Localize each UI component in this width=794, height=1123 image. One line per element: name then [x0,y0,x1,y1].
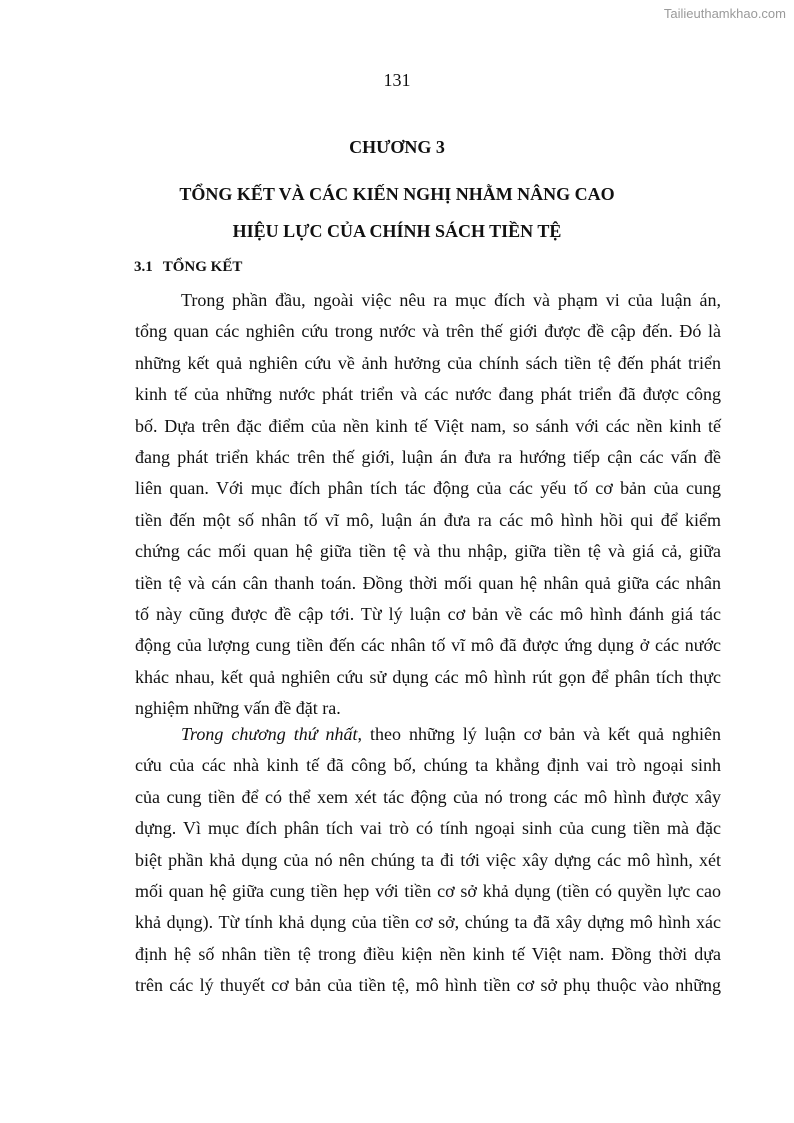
text-line: kinh tế của những nước phát triển và các nước đang phát triển đã được công [135,384,721,405]
text-line: khác nhau, kết quả nghiên cứu sử dụng các mô hình rút gọn để phân tích thực [135,666,721,687]
text-line: Trong phần đầu, ngoài việc nêu ra mục đích và phạm vi của luận án, [181,290,721,310]
text-line: cứu của các nhà kinh tế đã công bố, chúng ta khẳng định vai trò ngoại sinh [135,755,721,776]
text-line: biệt phần khả dụng của nó nên chúng ta đi tới việc xây dựng các mô hình, xét [135,849,721,870]
text-line [135,719,721,750]
text-line: tố này cũng được đề cập tới. Từ lý luận cơ bản về các mô hình đánh giá tác [135,603,721,624]
section-number: 3.1 [134,259,153,275]
text-line: tiền tệ và cán cân thanh toán. Đồng thời mối quan hệ nhân quả giữa các nhân [135,572,721,593]
text-line: dựng. Vì mục đích phân tích vai trò có tính ngoại sinh của cung tiền mà đặc [135,818,721,839]
text-line: bố. Dựa trên đặc điểm của nền kinh tế Việt nam, so sánh với các nền kinh tế [135,415,721,436]
paragraph-1 [135,285,721,724]
page-number: 131 [383,70,411,90]
text-line-rest: , theo những lý luận cơ bản và kết quả nghiên [357,724,721,744]
text-line: khả dụng). Từ tính khả dụng của tiền cơ sở, chúng ta đã xây dựng mô hình xác [135,912,721,933]
text-line: mối quan hệ giữa cung tiền hẹp với tiền cơ sở khả dụng (tiền có quyền lực cao [135,880,721,901]
text-line: của cung tiền để có thể xem xét tác động của nó trong các mô hình được xây [135,786,721,807]
chapter-title-line-1: TỔNG KẾT VÀ CÁC KIẾN NGHỊ NHẰM NÂNG CAO [179,184,615,204]
chapter-title-line-2: HIỆU LỰC CỦA CHÍNH SÁCH TIỀN TỆ [232,221,562,241]
text-line: động của lượng cung tiền đến các nhân tố vĩ mô đã được ứng dụng ở các nước [135,635,721,656]
text-line: tổng quan các nghiên cứu trong nước và trên thế giới được đề cập đến. Đó là [135,321,721,342]
chapter-heading: CHƯƠNG 3 [349,137,445,157]
text-line: những kết quả nghiên cứu về ảnh hưởng của chính sách tiền tệ đến phát triển [135,352,721,373]
section-title: TỔNG KẾT [162,259,243,275]
text-line: đang phát triển khác trên thế giới, luận án đưa ra hướng tiếp cận các vấn đề [135,446,721,467]
watermark: Tailieuthamkhao.com [663,6,786,21]
text-line: tiền đến một số nhân tố vĩ mô, luận án đưa ra các mô hình hồi qui để kiểm [135,509,721,530]
italic-lead: Trong chương thứ nhất [181,724,358,744]
text-line: liên quan. Với mục đích phân tích tác động của các yếu tố cơ bản của cung [135,478,721,499]
text-line: nghiệm những vấn đề đặt ra. [135,698,341,719]
paragraph-2 [135,719,721,1002]
text-line: chứng các mối quan hệ giữa tiền tệ và thu nhập, giữa tiền tệ và giá cả, giữa [135,541,721,562]
text-line: trên các lý thuyết cơ bản của tiền tệ, mô hình tiền cơ sở phụ thuộc vào những [135,975,721,996]
text-line: định hệ số nhân tiền tệ trong điều kiện nền kinh tế Việt nam. Đồng thời dựa [135,943,721,964]
section-heading [134,259,242,276]
